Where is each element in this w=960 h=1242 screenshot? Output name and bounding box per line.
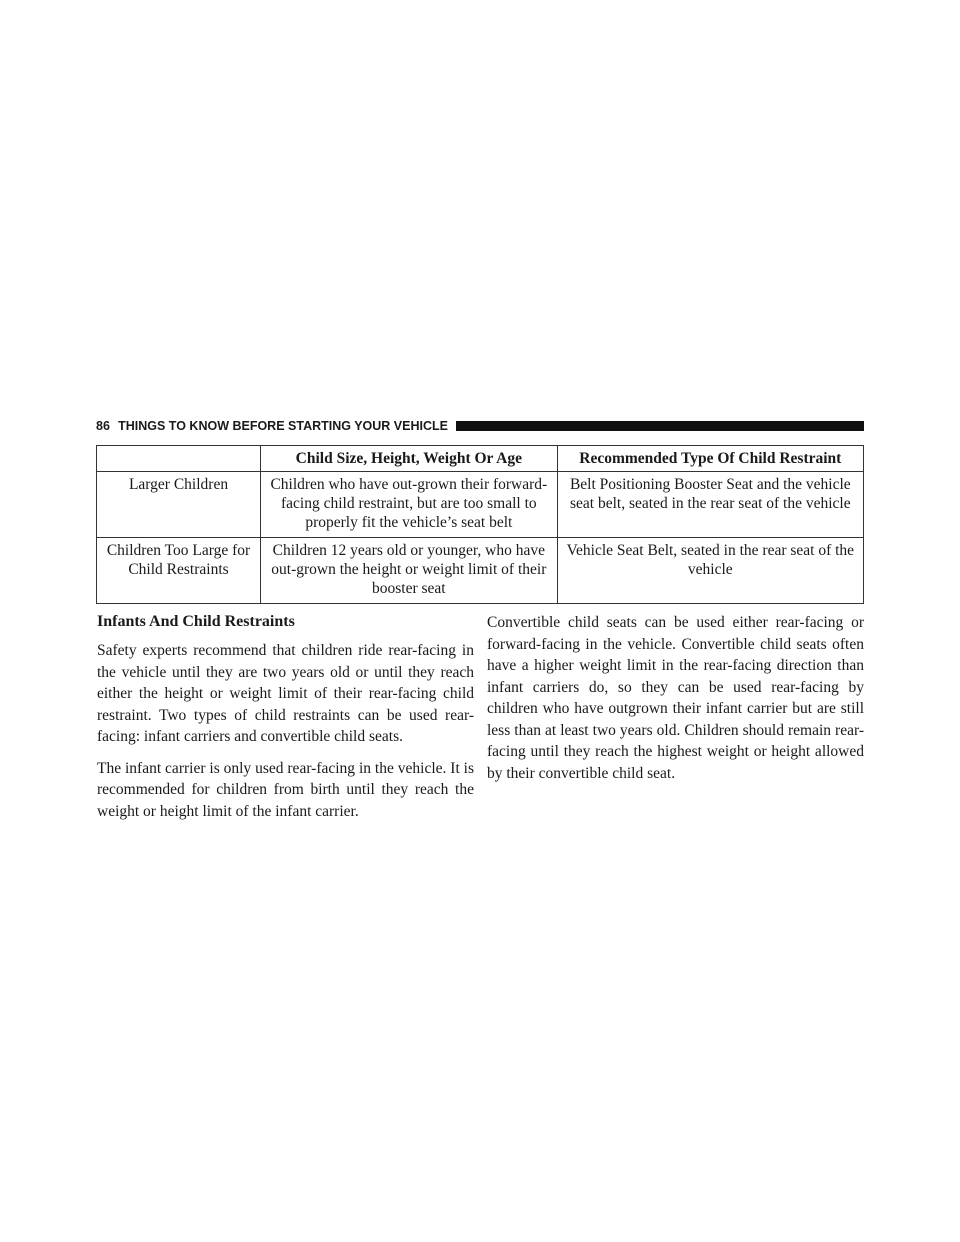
table-cell-size: Children who have out-grown their forward-facing child restraint, but are too small to properly fit the vehicle’s seat belt — [261, 472, 558, 538]
left-column — [97, 640, 474, 832]
table-header-cell — [97, 446, 261, 472]
paragraph: Convertible child seats can be used either rear-facing or forward-facing in the vehicle. Convertible child seats often have a higher weight limit in the rear-facing direction than infant carriers do, so they can be used rear-facing by children who have outgrown their infant carrier but are still less than at least two years old. Children should remain rear-facing until they reach the highest weight or height allowed by their convertible child seat. — [487, 614, 864, 782]
table-row — [97, 472, 864, 538]
page-number: 86 — [96, 419, 111, 433]
table-cell-size: Children 12 years old or younger, who have out-grown the height or weight limit of their booster seat — [261, 538, 558, 604]
table-row — [97, 538, 864, 604]
paragraph: The infant carrier is only used rear-facing in the vehicle. It is recommended for children from birth until they reach the weight or height limit of the infant carrier. — [97, 759, 474, 820]
table-cell-category: Larger Children — [97, 472, 261, 538]
child-restraint-table — [96, 445, 864, 604]
section-heading: Infants And Child Restraints — [97, 613, 295, 630]
right-column — [487, 612, 864, 794]
table-header-cell: Child Size, Height, Weight Or Age — [261, 446, 558, 472]
table-cell-restraint: Vehicle Seat Belt, seated in the rear seat of the vehicle — [557, 538, 863, 604]
page-header — [96, 416, 864, 436]
chapter-title: THINGS TO KNOW BEFORE STARTING YOUR VEHICLE — [118, 419, 448, 433]
paragraph: Safety experts recommend that children ride rear-facing in the vehicle until they are two years old or until they reach either the height or weight limit of their rear-facing child restraint. Two types of child restraints can be used rear-facing: infant carriers and convertible child seats. — [97, 642, 474, 745]
header-rule — [456, 421, 864, 431]
table-header-cell: Recommended Type Of Child Restraint — [557, 446, 863, 472]
table-cell-restraint: Belt Positioning Booster Seat and the vehicle seat belt, seated in the rear seat of the vehicle — [557, 472, 863, 538]
table-header-row — [97, 446, 864, 472]
table-cell-category: Children Too Large for Child Restraints — [97, 538, 261, 604]
